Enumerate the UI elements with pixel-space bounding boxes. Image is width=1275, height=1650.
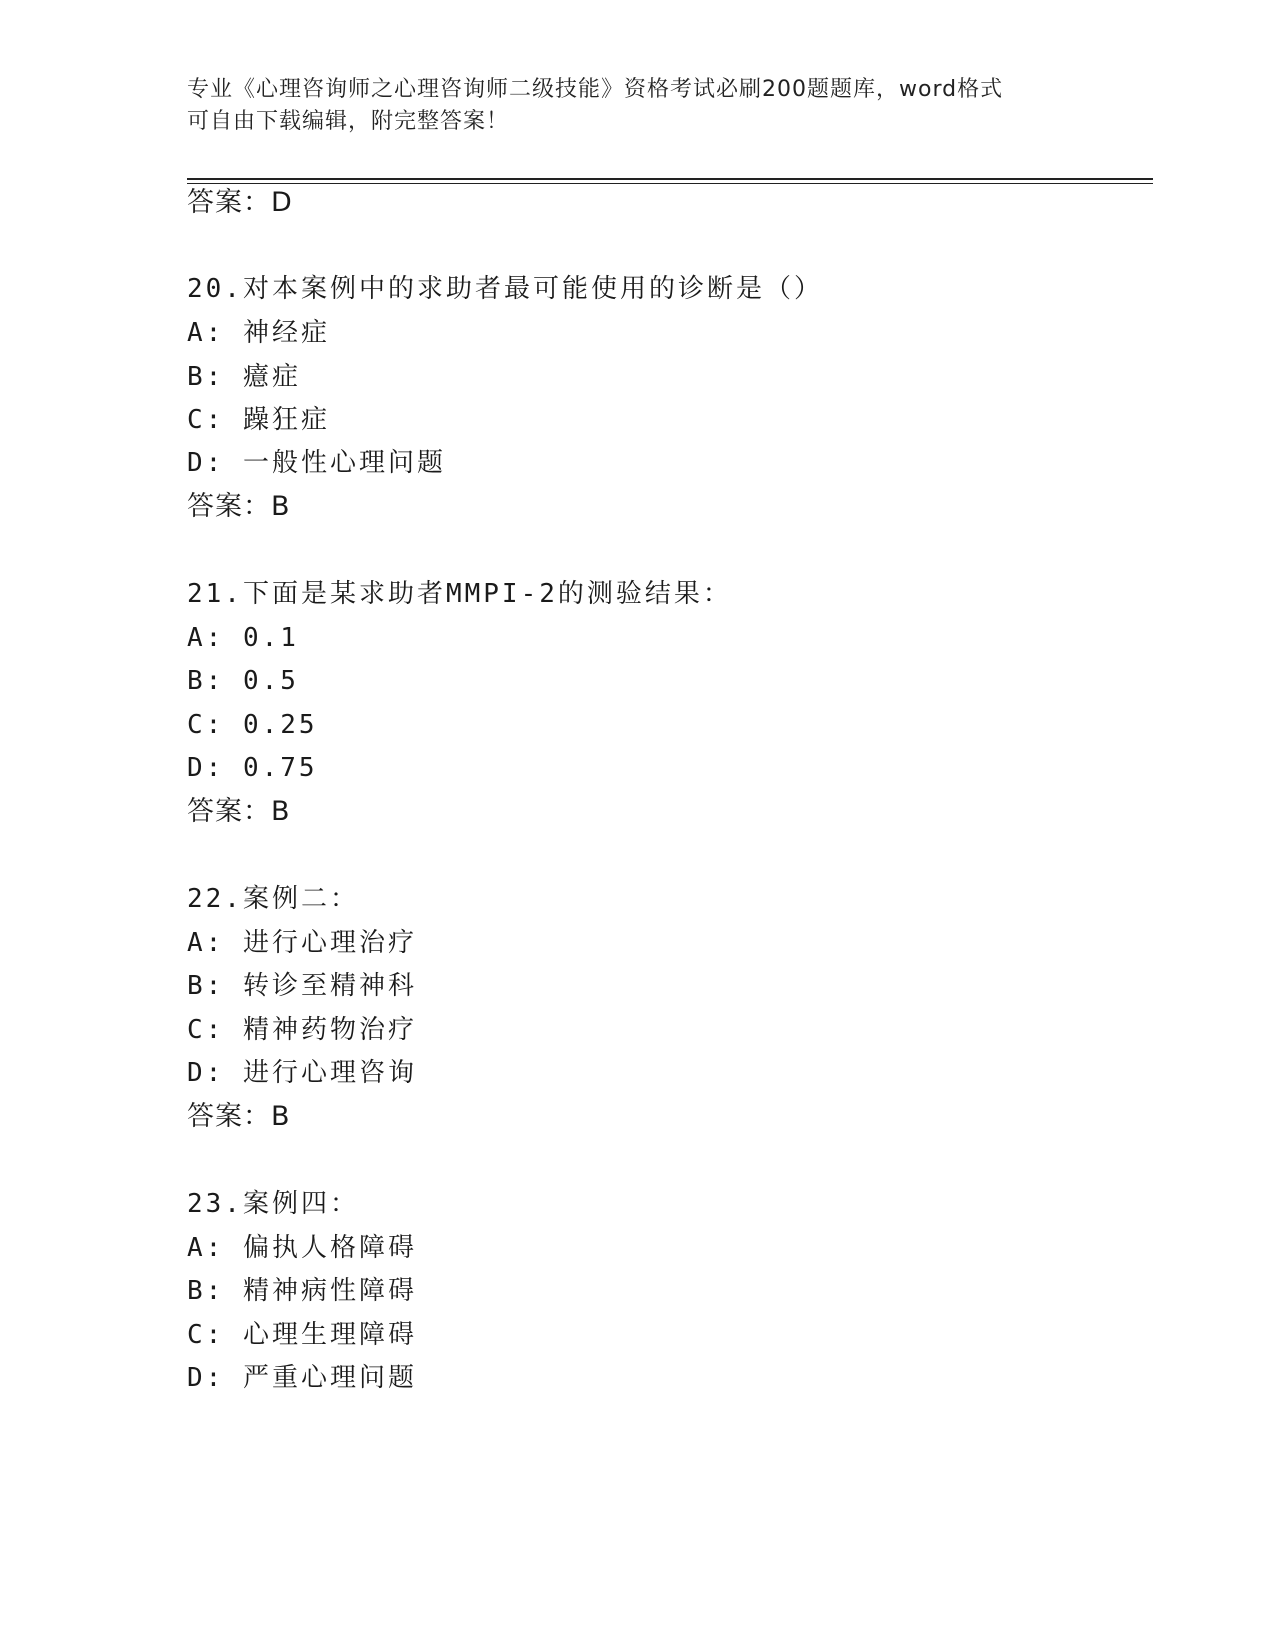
option-b: B: 癔症	[187, 362, 301, 392]
option-b: B: 精神病性障碍	[187, 1276, 417, 1306]
answer-line: 答案：B	[187, 796, 291, 827]
question-title: 20.对本案例中的求助者最可能使用的诊断是（）	[187, 274, 823, 304]
option-c: C: 躁狂症	[187, 405, 330, 435]
header-line-1: 专业《心理咨询师之心理咨询师二级技能》资格考试必刷200题题库，word格式	[187, 77, 1004, 102]
option-a: A: 0.1	[187, 623, 299, 653]
option-d: D: 严重心理问题	[187, 1363, 417, 1393]
question-title: 22.案例二：	[187, 884, 359, 914]
header-rule-thin	[187, 183, 1153, 184]
answer-line: 答案：B	[187, 491, 291, 522]
question-title: 23.案例四：	[187, 1189, 359, 1219]
option-c: C: 心理生理障碍	[187, 1320, 417, 1350]
header-rule-thick	[187, 178, 1153, 180]
option-d: D: 0.75	[187, 753, 318, 783]
answer-line: 答案：B	[187, 1101, 291, 1132]
option-b: B: 0.5	[187, 666, 299, 696]
option-c: C: 精神药物治疗	[187, 1015, 417, 1045]
option-d: D: 一般性心理问题	[187, 448, 446, 478]
option-c: C: 0.25	[187, 710, 318, 740]
option-d: D: 进行心理咨询	[187, 1058, 417, 1088]
answer-line: 答案：D	[187, 187, 293, 218]
option-a: A: 进行心理治疗	[187, 928, 417, 958]
question-title: 21.下面是某求助者MMPI-2的测验结果：	[187, 579, 732, 609]
header-line-2: 可自由下载编辑，附完整答案！	[187, 109, 510, 134]
option-a: A: 神经症	[187, 318, 330, 348]
option-b: B: 转诊至精神科	[187, 971, 417, 1001]
option-a: A: 偏执人格障碍	[187, 1233, 417, 1263]
document-header	[187, 74, 1067, 138]
